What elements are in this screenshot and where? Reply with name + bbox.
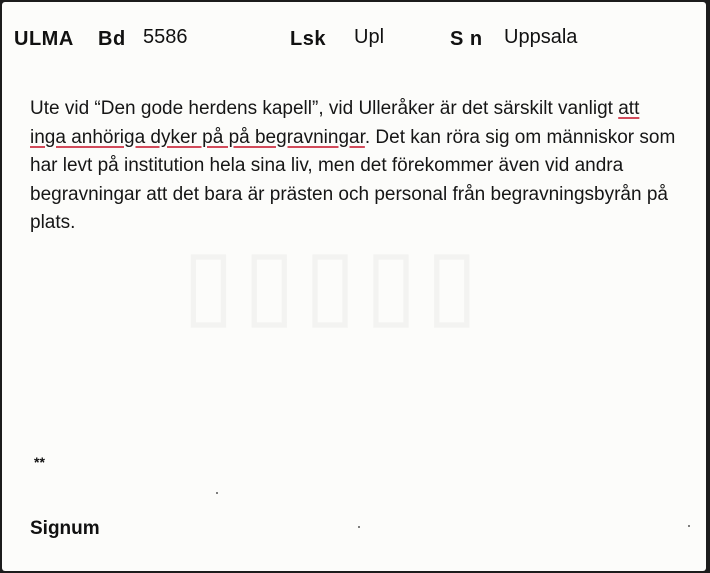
card-header [14,28,694,58]
show-through-watermark [182,227,486,339]
record-text-underlined: att inga anhöriga dyker på på begravningar [30,98,640,148]
record-text [30,95,680,238]
parish-label: S n [450,28,483,50]
paper-speck [688,525,690,527]
volume-label: Bd [98,28,126,50]
province-label: Lsk [290,28,326,50]
signum-label: Signum [30,518,100,539]
footnote-marker: ** [34,454,45,470]
volume-value: 5586 [143,26,188,48]
archive-card [2,2,706,571]
record-text-start: Ute vid “Den gode herdens kapell”, vid Ulleråker är det särskilt vanligt [30,98,619,119]
archive-label: ULMA [14,28,74,50]
parish-value: Uppsala [504,26,578,48]
paper-speck [358,526,360,528]
paper-speck [216,492,218,494]
record-text-end: . Det kan röra sig om människor som har levt på institution hela sina liv, men det förekommer även vid andra begravningar att det bara är prästen och personal från begravningsbyrån på plats. [30,126,676,233]
province-value: Upl [354,26,385,48]
